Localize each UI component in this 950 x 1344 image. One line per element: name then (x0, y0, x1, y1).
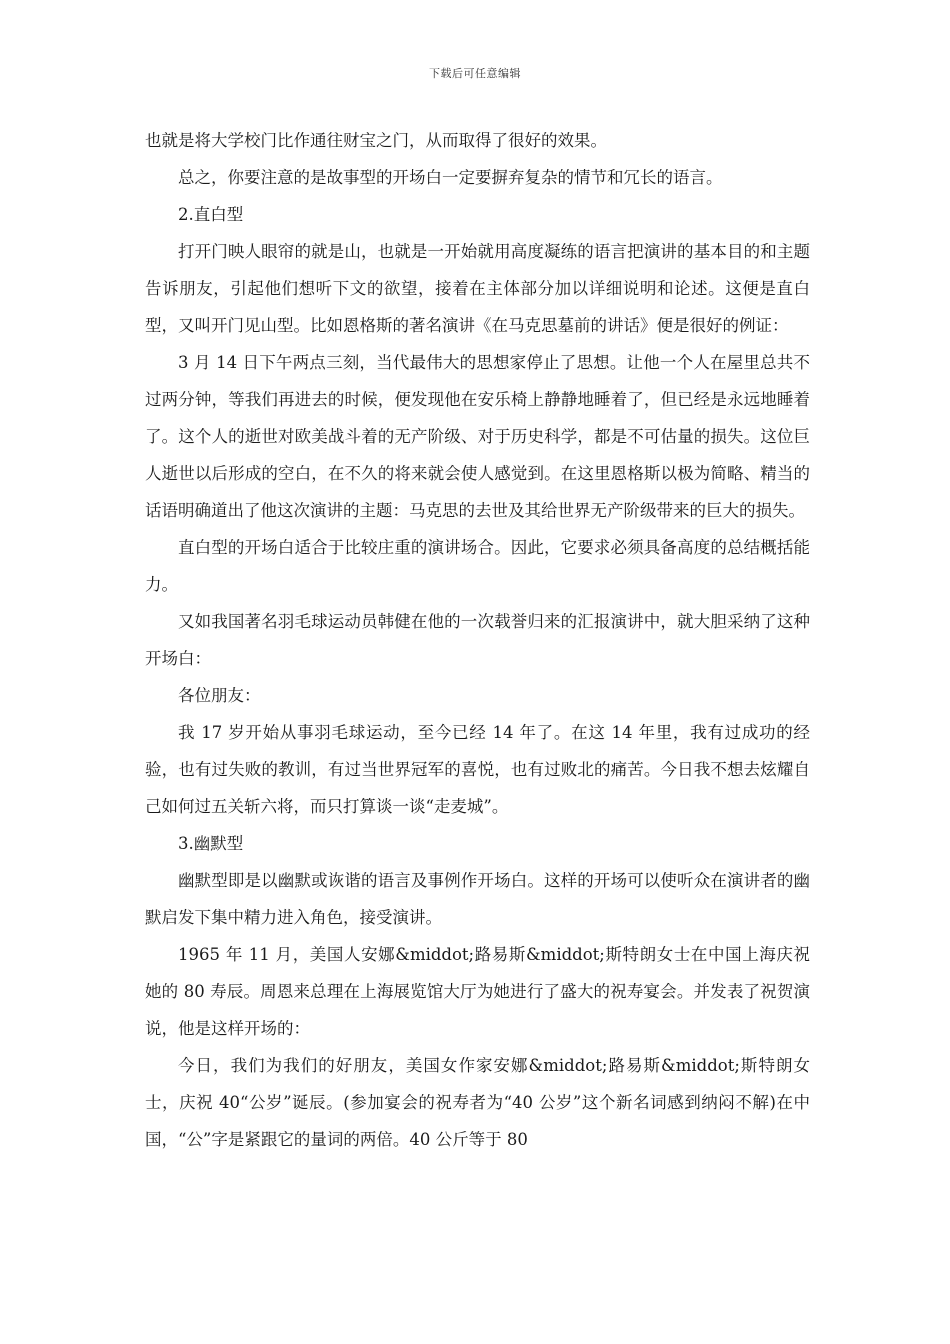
paragraph-12: 1965 年 11 月，美国人安娜&middot;路易斯&middot;斯特朗女士在中国上海庆祝她的 80 寿辰。周恩来总理在上海展览馆大厅为她进行了盛大的祝寿宴会。并发表了祝贺演说，他是这样开场的： (145, 945, 810, 1038)
paragraph-7: 又如我国著名羽毛球运动员韩健在他的一次载誉归来的汇报演讲中，就大胆采纳了这种开场白： (145, 612, 810, 668)
page-header: 下载后可任意编辑 (429, 67, 521, 80)
paragraph-8: 各位朋友： (178, 686, 261, 705)
paragraph-4: 打开门映人眼帘的就是山，也就是一开始就用高度凝练的语言把演讲的基本目的和主题告诉朋友，引起他们想听下文的欲望，接着在主体部分加以详细说明和论述。这便是直白型，又叫开门见山型。比如恩格斯的著名演讲《在马克思墓前的讲话》便是很好的例证： (145, 242, 810, 335)
section-heading-humor: 3.幽默型 (178, 834, 244, 853)
paragraph-9: 我 17 岁开始从事羽毛球运动，至今已经 14 年了。在这 14 年里，我有过成功的经验，也有过失败的教训，有过当世界冠军的喜悦，也有过败北的痛苦。今日我不想去炫耀自己如何过五关斩六将，而只打算谈一谈“走麦城”。 (145, 723, 810, 816)
paragraph-6: 直白型的开场白适合于比较庄重的演讲场合。因此，它要求必须具备高度的总结概括能力。 (145, 538, 810, 594)
paragraph-11: 幽默型即是以幽默或诙谐的语言及事例作开场白。这样的开场可以使听众在演讲者的幽默启发下集中精力进入角色，接受演讲。 (145, 871, 810, 927)
paragraph-1: 也就是将大学校门比作通往财宝之门，从而取得了很好的效果。 (145, 131, 607, 150)
section-heading-direct: 2.直白型 (178, 205, 244, 224)
paragraph-2: 总之，你要注意的是故事型的开场白一定要摒弃复杂的情节和冗长的语言。 (178, 168, 723, 187)
paragraph-13: 今日，我们为我们的好朋友，美国女作家安娜&middot;路易斯&middot;斯特朗女士，庆祝 40“公岁”诞辰。(参加宴会的祝寿者为“40 公岁”这个新名词感到纳闷不解)在中国，“公”字是紧跟它的量词的两倍。40 公斤等于 80 (145, 1056, 810, 1149)
document-body (145, 122, 810, 1158)
paragraph-5: 3 月 14 日下午两点三刻，当代最伟大的思想家停止了思想。让他一个人在屋里总共不过两分钟，等我们再进去的时候，便发现他在安乐椅上静静地睡着了，但已经是永远地睡着了。这个人的逝世对欧美战斗着的无产阶级、对于历史科学，都是不可估量的损失。这位巨人逝世以后形成的空白，在不久的将来就会使人感觉到。在这里恩格斯以极为简略、精当的话语明确道出了他这次演讲的主题：马克思的去世及其给世界无产阶级带来的巨大的损失。 (145, 353, 810, 520)
